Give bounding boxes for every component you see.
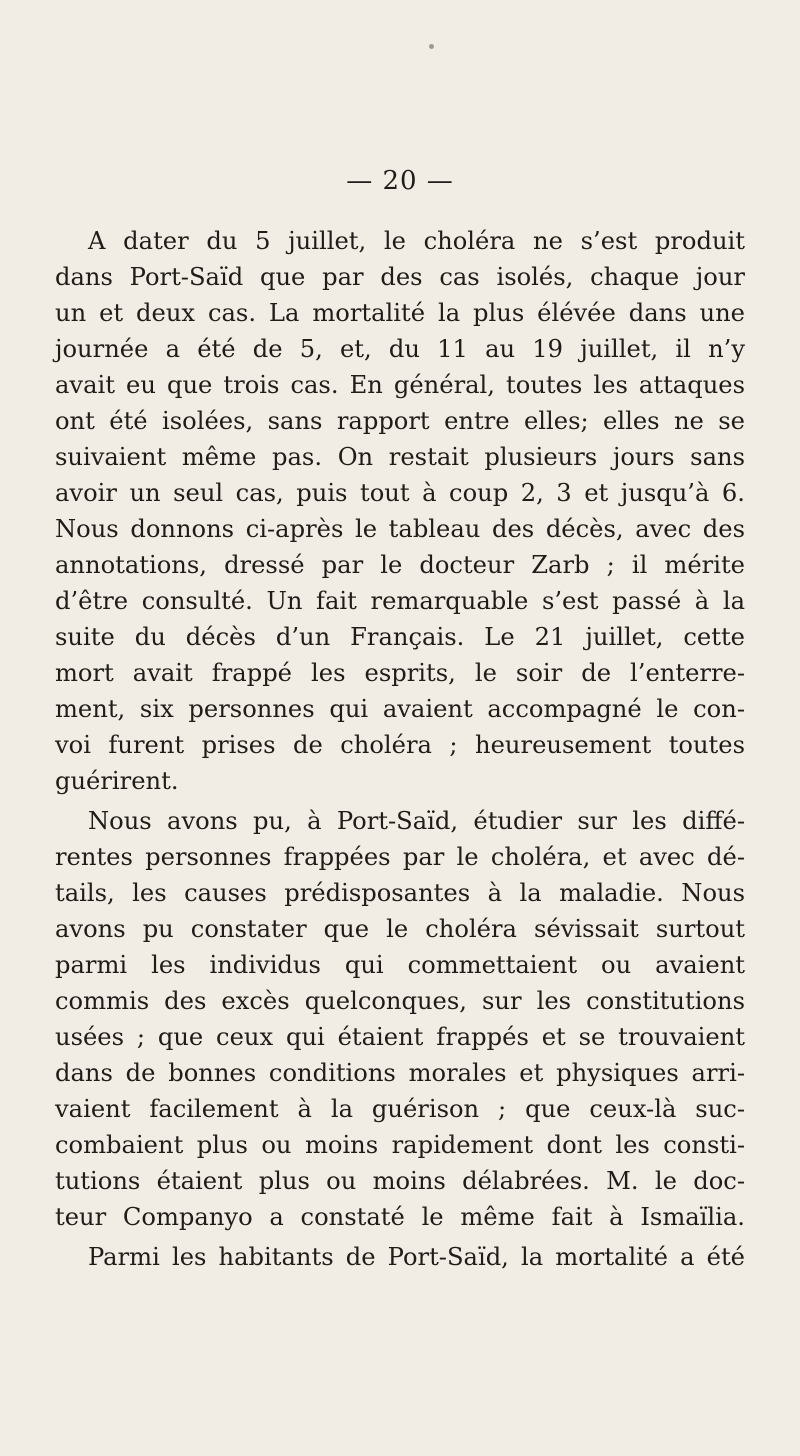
text-line: rentes personnes frappées par le choléra, et avec dé- xyxy=(55,843,745,871)
ink-speck xyxy=(429,44,434,49)
text-line: teur Companyo a constaté le même fait à Ismaïlia. xyxy=(55,1203,745,1231)
text-line: parmi les individus qui commettaient ou avaient xyxy=(55,951,745,979)
text-line: avait eu que trois cas. En général, toutes les attaques xyxy=(55,371,745,399)
text-line: mort avait frappé les esprits, le soir de l’enterre- xyxy=(55,659,745,687)
text-line: suivaient même pas. On restait plusieurs jours sans xyxy=(55,443,745,471)
text-line: Parmi les habitants de Port-Saïd, la mortalité a été xyxy=(88,1243,745,1271)
text-line: suite du décès d’un Français. Le 21 juillet, cette xyxy=(55,623,745,651)
text-line: combaient plus ou moins rapidement dont les consti- xyxy=(55,1131,745,1159)
text-line: vaient facilement à la guérison ; que ceux-là suc- xyxy=(55,1095,745,1123)
text-line: Nous donnons ci-après le tableau des décès, avec des xyxy=(55,515,745,543)
text-line: dans Port-Saïd que par des cas isolés, chaque jour xyxy=(55,263,745,291)
text-line: d’être consulté. Un fait remarquable s’est passé à la xyxy=(55,587,745,615)
text-line: commis des excès quelconques, sur les constitutions xyxy=(55,987,745,1015)
text-line: avoir un seul cas, puis tout à coup 2, 3 et jusqu’à 6. xyxy=(55,479,745,507)
page-number: — 20 — xyxy=(346,166,454,196)
text-line: tutions étaient plus ou moins délabrées. M. le doc- xyxy=(55,1167,745,1195)
text-line: A dater du 5 juillet, le choléra ne s’est produit xyxy=(88,227,745,255)
text-line: ont été isolées, sans rapport entre elles; elles ne se xyxy=(55,407,745,435)
text-line: voi furent prises de choléra ; heureusement toutes xyxy=(55,731,745,759)
text-line: Nous avons pu, à Port-Saïd, étudier sur les diffé- xyxy=(88,807,745,835)
text-line: journée a été de 5, et, du 11 au 19 juillet, il n’y xyxy=(55,335,745,363)
text-line: avons pu constater que le choléra sévissait surtout xyxy=(55,915,745,943)
text-line: annotations, dressé par le docteur Zarb ; il mérite xyxy=(55,551,745,579)
text-line: dans de bonnes conditions morales et physiques arri- xyxy=(55,1059,745,1087)
text-line: un et deux cas. La mortalité la plus élévée dans une xyxy=(55,299,745,327)
text-line: guérirent. xyxy=(55,767,179,795)
text-line: ment, six personnes qui avaient accompagné le con- xyxy=(55,695,745,723)
text-line: tails, les causes prédisposantes à la maladie. Nous xyxy=(55,879,745,907)
text-line: usées ; que ceux qui étaient frappés et se trouvaient xyxy=(55,1023,745,1051)
